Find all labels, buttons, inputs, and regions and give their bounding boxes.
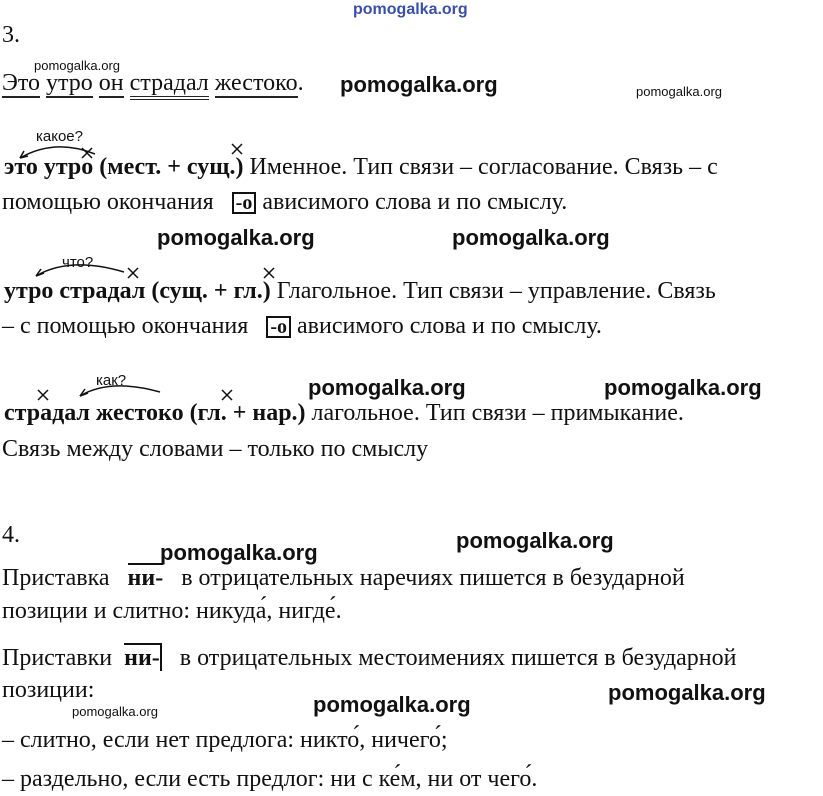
phrase-line: [4, 150, 718, 184]
question-label: как?: [96, 372, 127, 389]
watermark: pomogalka.org: [452, 225, 610, 250]
sentence-word: он: [98, 70, 124, 96]
phrase-words: утро страдал (сущ. + гл.): [4, 278, 271, 304]
sentence-word: жестоко: [214, 70, 298, 96]
prefix-label: ни-: [127, 565, 164, 591]
phrase-line: Связь между словами – только по смыслу: [2, 436, 429, 462]
sentence-period: .: [297, 70, 304, 96]
question-label: какое?: [36, 128, 83, 145]
rule-paragraph: Приставки ни- в отрицательных местоимениях пишется в безударной: [2, 645, 737, 671]
watermark: pomogalka.org: [353, 1, 468, 18]
rule-bullet: – раздельно, если есть предлог: ни с ке́м, ни от чего́.: [2, 766, 538, 792]
sentence-word: страдал: [130, 70, 209, 100]
phrase-line: [4, 396, 684, 430]
watermark: pomogalka.org: [72, 704, 158, 719]
watermark: pomogalka.org: [636, 84, 722, 99]
sentence-word: Это: [2, 70, 41, 96]
phrase-analysis: Именное. Тип связи – согласование. Связь – с: [249, 154, 718, 180]
watermark: pomogalka.org: [313, 692, 471, 717]
sentence-word: утро: [46, 70, 93, 96]
rule-paragraph: позиции и слитно: никуда́, нигде́.: [2, 598, 342, 624]
phrase-line: помощью окончания -о ависимого слова и по смыслу.: [2, 189, 568, 215]
watermark: pomogalka.org: [157, 225, 315, 250]
watermark: pomogalka.org: [456, 528, 614, 553]
arc-arrow-icon: [80, 386, 160, 396]
watermark: pomogalka.org: [308, 375, 466, 400]
phrase-analysis: Глагольное. Тип связи – управление. Связь: [276, 278, 716, 304]
task-number: 3.: [2, 22, 20, 48]
watermark: pomogalka.org: [160, 540, 318, 565]
phrase-analysis: лагольное. Тип связи – примыкание.: [311, 400, 684, 426]
rule-paragraph: позиции:: [2, 677, 95, 703]
question-label: что?: [62, 254, 94, 271]
watermark: pomogalka.org: [604, 375, 762, 400]
phrase-words: страдал жестоко (гл. + нар.): [4, 400, 306, 426]
watermark: pomogalka.org: [34, 58, 120, 73]
phrase-line: – с помощью окончания -о ависимого слова и по смыслу.: [2, 313, 602, 339]
phrase-words: это утро (мест. + сущ.): [4, 154, 244, 180]
ending-box: -о: [266, 316, 291, 338]
rule-bullet: – слитно, если нет предлога: никто́, ничего́;: [2, 727, 448, 753]
task-number: 4.: [2, 522, 20, 548]
analyzed-sentence: [2, 66, 304, 100]
rule-paragraph: Приставка ни- в отрицательных наречиях пишется в безударной: [2, 565, 685, 591]
phrase-line: [4, 274, 716, 308]
watermark: pomogalka.org: [608, 680, 766, 705]
ending-box: -о: [232, 192, 257, 214]
watermark: pomogalka.org: [340, 72, 498, 97]
prefix-label: ни-: [124, 645, 160, 671]
